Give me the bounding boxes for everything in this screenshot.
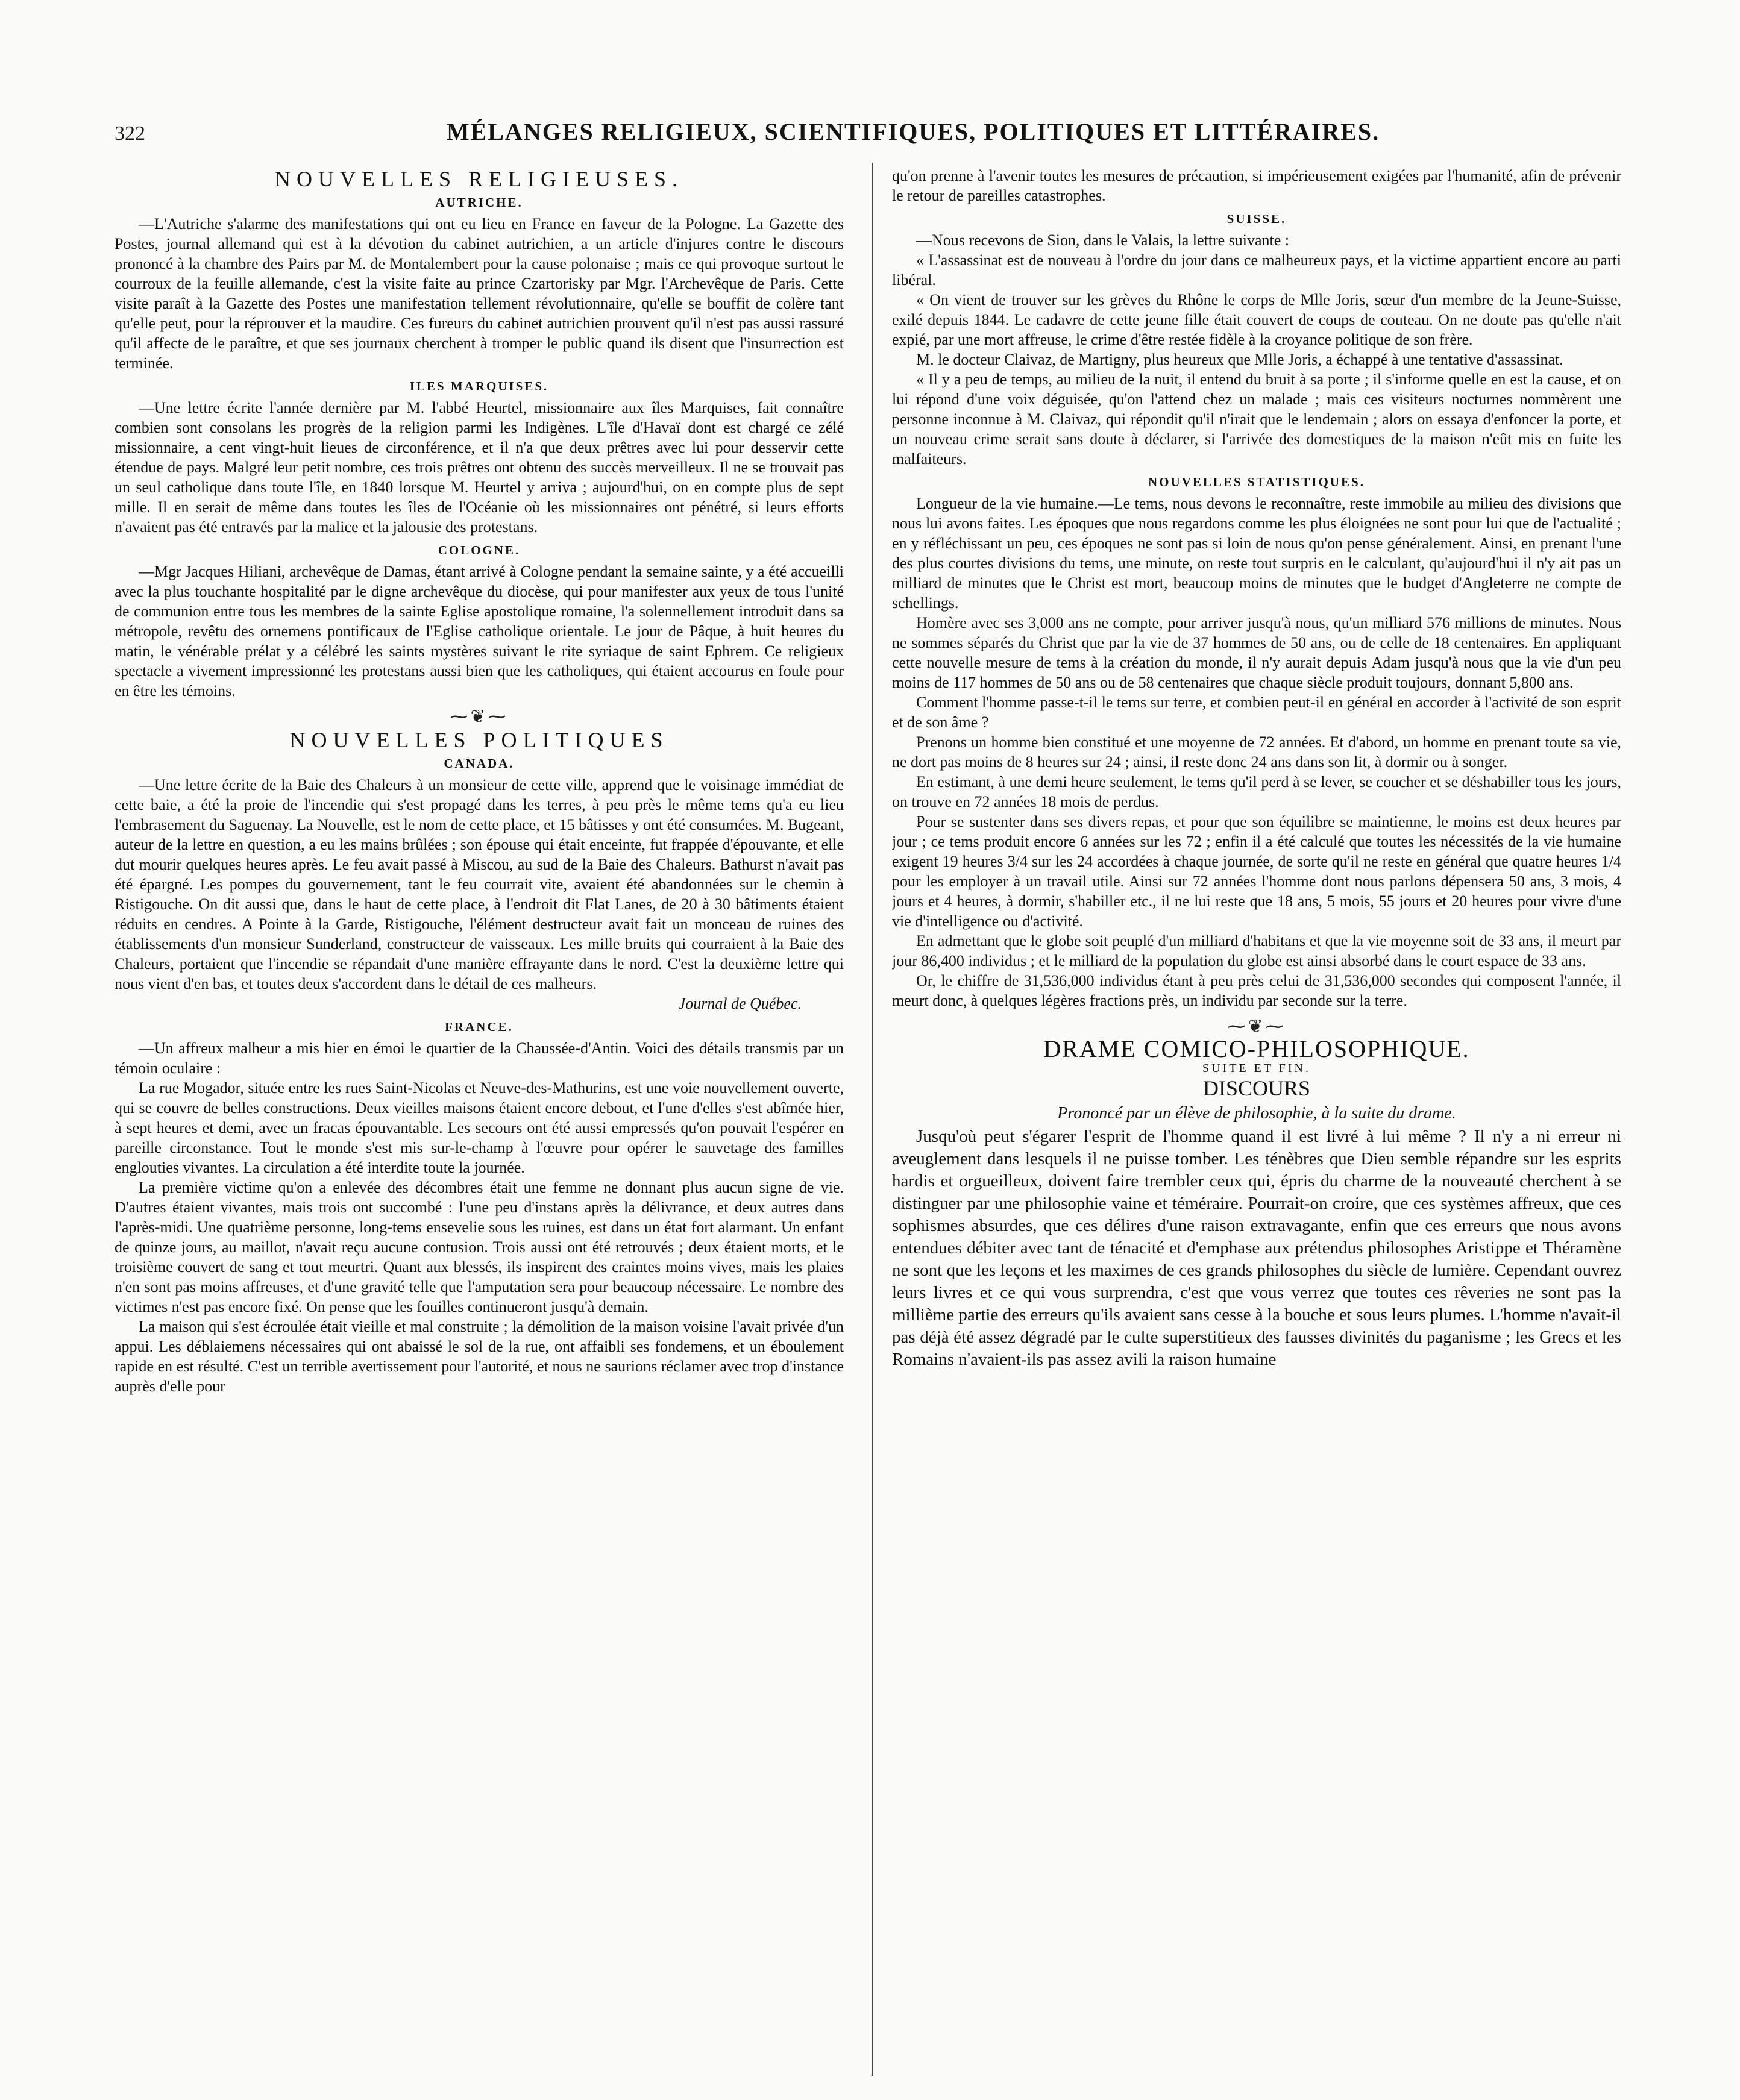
canada-source: Journal de Québec. — [678, 995, 802, 1012]
suisse-paragraph: « On vient de trouver sur les grèves du Rhône le corps de Mlle Joris, sœur d'un membre de la Jeune-Suisse, exilé depuis 1844. Le cadavre de cette jeune fille était couvert de coups de couteau. On ne doute pas qu'elle n'ait expié, par une mort affreuse, le crime d'être restée fidèle à la croyance politique de son frère. — [892, 291, 1621, 348]
statistics-paragraph: Homère avec ses 3,000 ans ne compte, pour arriver jusqu'à nous, qu'un milliard 576 millions de minutes. Nous ne sommes séparés du Christ que par la vie de 37 hommes de 50 ans, ou de celle de 18 centenaires. En appliquant cette nouvelle mesure de tems à la création du monde, il n'y aurait depuis Adam jusqu'à nous que la vie d'un peu moins de 117 hommes de 50 ans ou de 58 centenaires que chaque siècle produit toujours, donnant 5,800 ans. — [892, 614, 1621, 691]
religious-news-title: NOUVELLES RELIGIEUSES. — [275, 167, 683, 191]
newspaper-page — [115, 118, 1633, 2076]
suisse-paragraph: M. le docteur Claivaz, de Martigny, plus heureux que Mlle Joris, a échappé à une tentative d'assassinat. — [916, 351, 1563, 368]
drama-title: DRAME COMICO-PHILOSOPHIQUE. — [1043, 1035, 1470, 1062]
discourse-byline: Prononcé par un élève de philosophie, à la suite du drame. — [1057, 1104, 1456, 1123]
drama-subtitle: SUITE ET FIN. — [1202, 1062, 1311, 1075]
page-number: 322 — [115, 122, 145, 145]
autriche-article: —L'Autriche s'alarme des manifestations qui ont eu lieu en France en faveur de la Pologne. La Gazette des Postes, journal allemand qui est à la dévotion du cabinet autrichien, a un article d'injures contre le discours prononcé à la chambre des Pairs par M. de Montalembert pour la cause polonaise ; mais ce qui provoque surtout le courroux de la feuille allemande, c'est la visite faite au prince Czartorisky par Mgr. l'Archevêque de Paris. Cette visite paraît à la Gazette des Postes une manifestation tellement révolutionnaire, qu'elle se bouffit de colère tant qu'elle peut, pour la réprouver et la maudire. Ces fureurs du cabinet autrichien prouvent qu'il n'est pas aussi rassuré qu'il affecte de le paraître, et que ses journaux cherchent à tromper le public quand ils disent que l'insurrection est terminée. — [115, 215, 844, 372]
statistics-paragraph: Comment l'homme passe-t-il le tems sur terre, et combien peut-il en général en accorder à l'activité de son esprit et de son âme ? — [892, 694, 1621, 731]
discourse-heading: DISCOURS — [1202, 1076, 1311, 1100]
marquises-article: —Une lettre écrite l'année dernière par M. l'abbé Heurtel, missionnaire aux îles Marquises, fait connaître combien sont consolans les progrès de la religion parmi les Indigènes. L'île d'Havaï dont est chargé ce zélé missionnaire, a cent vingt-huit lieues de circonférence, et il n'a que deux prêtres avec lui pour desservir cette étendue de pays. Malgré leur petit nombre, ces trois prêtres ont obtenu des succès merveilleux. Il ne se trouvait pas un seul catholique dans toute l'île, en 1840 lorsque M. Heurtel y arriva ; aujourd'hui, on en compte plus de sept mille. Il en serait de même dans toutes les îles de l'Océanie où les missionnaires ont pénétré, si leurs efforts n'avaient pas été entravés par la malice et la jalousie des protestans. — [115, 399, 844, 536]
statistics-paragraph: En admettant que le globe soit peuplé d'un milliard d'habitans et que la vie moyenne soit de 33 ans, il meurt par jour 86,400 individus ; et le milliard de la population du globe est ainsi absorbé dans le court espace de 33 ans. — [892, 932, 1621, 970]
canada-article: —Une lettre écrite de la Baie des Chaleurs à un monsieur de cette ville, apprend que le voisinage immédiat de cette baie, a été la proie de l'incendie qui s'est propagé dans les terres, à peu près le même tems qu'a eu lieu l'embrasement du Saguenay. La Nouvelle, est le nom de cette place, et 15 bâtisses y ont été consumées. M. Bugeant, auteur de la lettre en question, a eu les mains brûlées ; son épouse qui était enceinte, fut frappée d'épouvante, et elle dut mourir quelques heures après. Le feu avait passé à Miscou, au sud de la Baie des Chaleurs. Bathurst n'avait pas été épargné. Les pompes du gouvernement, tant le feu courrait vite, avaient été abandonnées sur le chemin à Ristigouche. On dit aussi que, dans le haut de cette place, à l'endroit dit Flat Lanes, de 20 à 30 bâtiments étaient réduits en cendres. A Pointe à la Garde, Ristigouche, l'élément destructeur avait fait un monceau de ruines des établissements d'un monsieur Sunderland, constructeur de vaisseaux. Les mille bruits qui courraient à la Baie des Chaleurs, portaient que l'incendie se répandait d'une manière effrayante dans le nord. C'est la deuxième lettre qui nous vient d'en bas, et toutes deux s'accordent dans le détail de ces malheurs. — [115, 776, 844, 992]
france-paragraph: La rue Mogador, située entre les rues Saint-Nicolas et Neuve-des-Mathurins, est une voie nouvellement ouverte, qui se couvre de belles constructions. Deux vieilles maisons étaient encore debout, et l'une d'elles s'est abîmée hier, à sept heures et demi, avec un fracas épouvantable. Les secours ont été aussi empressés qu'on pouvait l'espérer en pareille circonstance. Tout le monde s'est mis sur-le-champ à l'œuvre pour opérer le sauvetage des familles englouties vivantes. La circulation a été interdite toute la journée. — [115, 1079, 844, 1176]
ornament-divider: ⁓❦⁓ — [1227, 1017, 1286, 1036]
statistics-paragraph: Or, le chiffre de 31,536,000 individus étant à peu près celui de 31,536,000 secondes qui composent l'année, il meurt donc, à quelques légères fractions près, un individu par seconde sur la terre. — [892, 972, 1621, 1009]
statistics-paragraph: Longueur de la vie humaine.—Le tems, nous devons le reconnaître, reste immobile au milieu des divisions que nous lui avons faites. Les époques que nous regardons comme les plus éloignées ne sont pour lui que de l'actualité ; en y réfléchissant un peu, ces époques ne sont pas si loin de nous qu'on pense généralement. Ainsi, en prenant l'une des plus courtes divisions du tems, une minute, on reste tout surpris en le calculant, qu'aujourd'hui il n'y ait pas un milliard de minutes que le Christ est mort, beaucoup moins de minutes que le budget d'Angleterre ne compte de schellings. — [892, 495, 1621, 612]
france-paragraph: La première victime qu'on a enlevée des décombres était une femme ne donnant plus aucun signe de vie. D'autres étaient vivantes, mais trois ont succombé : l'une peu d'instans après la délivrance, et deux autres dans l'après-midi. Une quatrième personne, long-tems ensevelie sous les ruines, est dans un état fort alarmant. Un enfant de quinze jours, au maillot, n'avait reçu aucune contusion. Trois aussi ont été retrouvés ; deux étaient morts, et le troisième couvert de sang et tout meurtri. Quant aux blessés, ils inspirent des craintes moins vives, mais les plaies n'en sont pas moins affreuses, et d'une gravité telle que l'amputation sera pour beaucoup nécessaire. Le nombre des victimes n'est pas encore fixé. On pense que les fouilles continueront jusqu'à demain. — [115, 1179, 844, 1315]
suisse-paragraph: « L'assassinat est de nouveau à l'ordre du jour dans ce malheureux pays, et la victime appartient encore au parti libéral. — [892, 251, 1621, 289]
cologne-heading: COLOGNE. — [438, 543, 521, 557]
statistics-heading: NOUVELLES STATISTIQUES. — [1148, 475, 1365, 489]
drama-section — [892, 1035, 1621, 1371]
france-paragraph: La maison qui s'est écroulée était vieille et mal construite ; la démolition de la maison voisine l'avait privée d'un appui. Les déblaiemens nécessaires qui ont abaissé le sol de la rue, ont affaibli ses fondemens, et un éboulement rapide en est résulté. C'est un terrible avertissement pour l'autorité, et nous ne saurions réclamer avec trop d'instance auprès d'elle pour — [115, 1318, 844, 1395]
page-header — [115, 118, 1633, 160]
canada-heading: CANADA. — [444, 756, 515, 771]
statistics-paragraph: Prenons un homme bien constitué et une moyenne de 72 années. Et d'abord, un homme en prenant toute sa vie, ne dort pas moins de 8 heures sur 24 ; ainsi, il reste donc 24 ans dans son lit, à dormir ou à songer. — [892, 733, 1621, 771]
france-continuation: qu'on prenne à l'avenir toutes les mesures de précaution, si impérieusement exigées par l'humanité, afin de prévenir le retour de pareilles catastrophes. — [892, 167, 1621, 204]
statistics-paragraph: En estimant, à une demi heure seulement, le tems qu'il perd à se lever, se coucher et se déshabiller tous les jours, on trouve en 72 années 18 mois de perdus. — [892, 773, 1621, 810]
running-title: MÉLANGES RELIGIEUX, SCIENTIFIQUES, POLITIQUES ET LITTÉRAIRES. — [446, 118, 1380, 145]
suisse-paragraph: « Il y a peu de temps, au milieu de la nuit, il entend du bruit à sa porte ; il s'informe quelle en est la cause, et on lui répond d'une voix déguisée, qu'on l'attend chez un malade ; mais ces visiteurs nocturnes nommèrent une personne inconnue à M. Claivaz, qui répondit qu'il n'irait que le lendemain ; alors on essaya d'enfoncer la porte, et un nouveau crime serait sans doute à déclarer, si l'arrivée des domestiques de la maison n'eût mis en fuite les malfaiteurs. — [892, 371, 1621, 468]
ornament-divider: ⁓❦⁓ — [450, 707, 509, 727]
suisse-paragraph: —Nous recevons de Sion, dans le Valais, la lettre suivante : — [916, 231, 1290, 249]
france-heading: FRANCE. — [445, 1020, 514, 1034]
discourse-text: Jusqu'où peut s'égarer l'esprit de l'homme quand il est livré à lui même ? Il n'y a ni erreur ni aveuglement dans lesquels il ne puisse tomber. Les ténèbres que Dieu semble répandre sur les esprits hardis et orgueilleux, doivent faire trembler ceux qui, épris du charme de la nouveauté cherchent à se distinguer par une philosophie vaine et téméraire. Pourrait-on croire, que ces systèmes affreux, que ces sophismes absurdes, que ces délires d'une raison extravagante, enfin que ces erreurs que nous avons entendues débiter avec tant de ténacité et d'emphase aux prétendus philosophes Aristippe et Théramène ne sont que les leçons et les maximes de ces grands philosophes du siècle de lumière. Cependant ouvrez leurs livres et ce qui vous surprendra, c'est que vous verrez que toutes ces rêveries ne sont pas la millième partie des erreurs qu'ils avaient sans cesse à la bouche et sous leurs plumes. L'homme n'avait-il pas déjà été assez dégradé par le culte superstitieux des fausses divinités du paganisme ; les Grecs et les Romains n'avaient-ils pas assez avili la raison humaine — [892, 1127, 1621, 1369]
political-news-title: NOUVELLES POLITIQUES — [289, 728, 669, 752]
marquises-heading: ILES MARQUISES. — [409, 379, 549, 393]
autriche-heading: AUTRICHE. — [435, 195, 523, 210]
suisse-heading: SUISSE. — [1226, 212, 1287, 226]
france-paragraph: —Un affreux malheur a mis hier en émoi le quartier de la Chaussée-d'Antin. Voici des détails transmis par un témoin oculaire : — [115, 1039, 844, 1077]
column-divider — [872, 163, 873, 2076]
statistics-paragraph: Pour se sustenter dans ses divers repas, et pour que son équilibre se maintienne, le moins est deux heures par jour ; ce tems produit encore 6 années sur les 72 ; enfin il a été calculé que toutes les nécessités de la vie humaine exigent 19 heures 3/4 sur les 24 accordées à chaque journée, de sorte qu'il ne reste en général que quatre heures 1/4 pour les employer à un travail utile. Ainsi sur 72 années l'homme dont nous parlons dépensera 50 ans, 3 mois, 4 jours et 4 heures, à dormir, s'habiller etc., il ne lui reste que 18 ans, 5 mois, 55 jours et 20 heures pour vivre d'une vie d'intelligence ou d'activité. — [892, 813, 1621, 930]
right-column — [892, 166, 1621, 2076]
cologne-article: —Mgr Jacques Hiliani, archevêque de Damas, étant arrivé à Cologne pendant la semaine sainte, y a été accueilli avec la plus touchante hospitalité par le digne archevêque du diocèse, qui pour manifester aux yeux de tous l'unité de communion entre tous les membres de la sainte Eglise apostolique romaine, l'a solennellement introduit dans sa métropole, revêtu des ornemens pontificaux de l'Eglise catholique orientale. Le jour de Pâque, à huit heures du matin, le vénérable prélat y a célébré les saints mystères suivant le rite syriaque de saint Ephrem. Ce religieux spectacle a vivement impressionné les protestans aussi bien que les catholiques, qui étaient accourus en foule pour en être les témoins. — [115, 563, 844, 700]
left-column — [115, 166, 844, 2076]
